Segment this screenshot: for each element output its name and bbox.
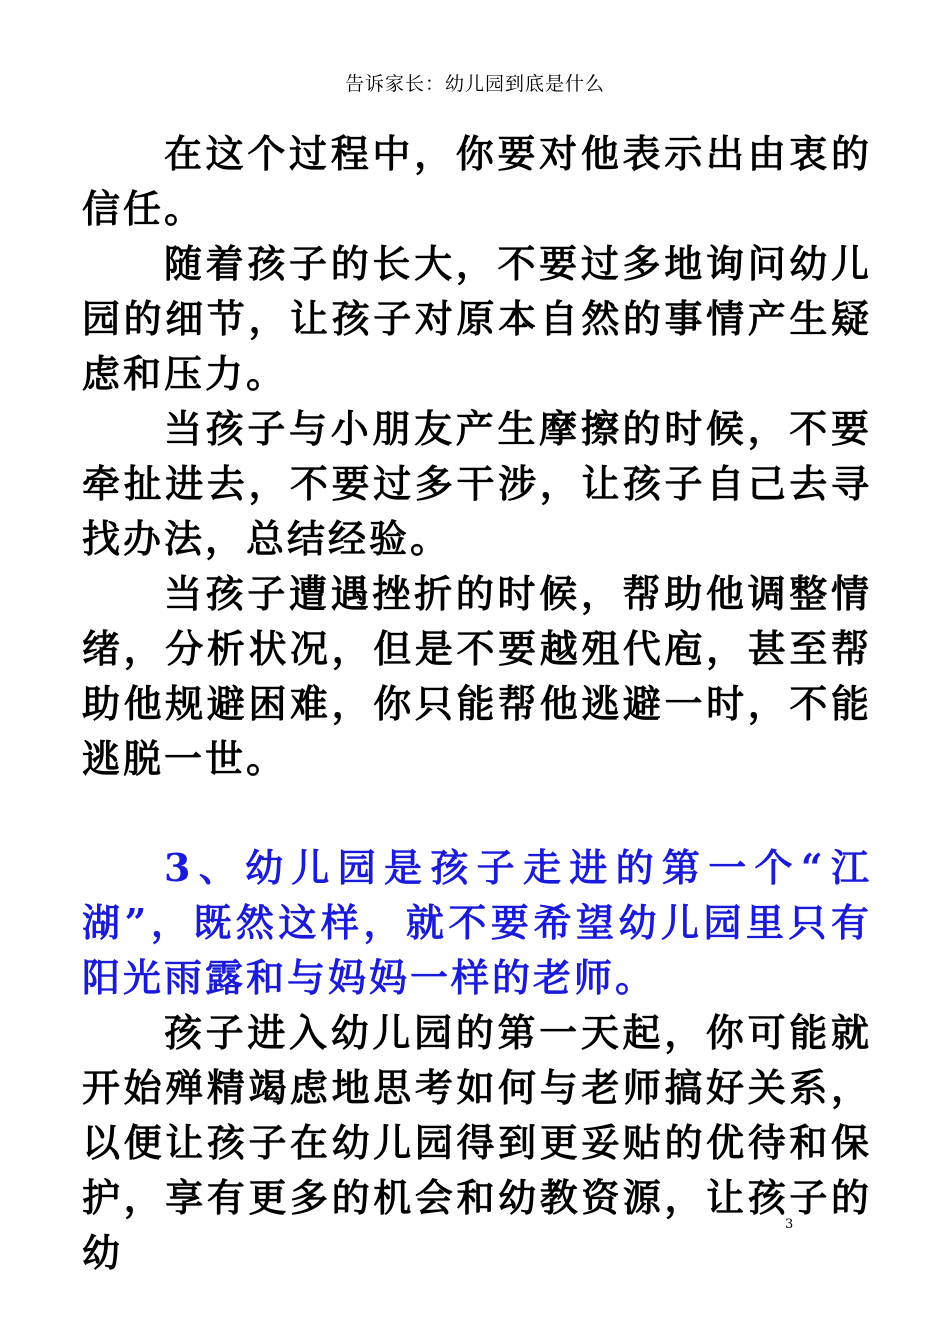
paragraph-friction: 当孩子与小朋友产生摩擦的时候，不要牵扯进去，不要过多干涉，让孩子自己去寻找办法，总结经验。: [82, 406, 872, 561]
page-header-title: 告诉家长：幼儿园到底是什么: [344, 73, 605, 95]
paragraph-details: 随着孩子的长大，不要过多地询问幼儿园的细节，让孩子对原本自然的事情产生疑虑和压力。: [82, 241, 872, 396]
page-number: 3: [785, 1217, 794, 1232]
section-heading: 3、幼儿园是孩子走进的第一个“江湖”，既然这样，就不要希望幼儿园里只有阳光雨露和与妈妈一样的老师。: [82, 845, 872, 1000]
paragraph-trust: 在这个过程中，你要对他表示出由衷的信任。: [82, 131, 872, 231]
paragraph-setbacks: 当孩子遭遇挫折的时候，帮助他调整情绪，分析状况，但是不要越殂代庖，甚至帮助他规避困难，你只能帮他逃避一时，不能逃脱一世。: [82, 571, 872, 781]
section-body-paragraph: 孩子进入幼儿园的第一天起，你可能就开始殚精竭虑地思考如何与老师搞好关系，以便让孩子在幼儿园得到更妥贴的优待和保护，享有更多的机会和幼教资源，让孩子的幼: [82, 1010, 872, 1275]
page-content: [82, 126, 872, 1280]
